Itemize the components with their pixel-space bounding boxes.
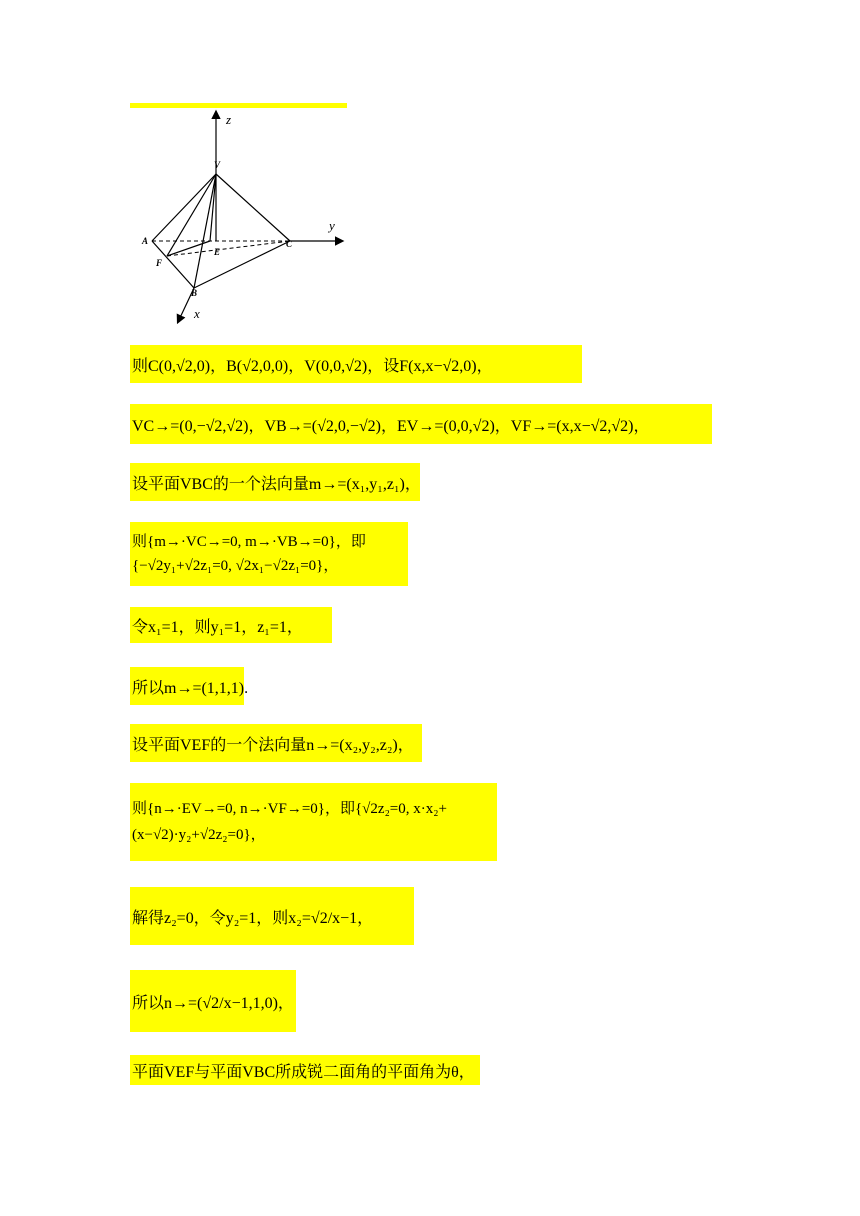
line-7-text: 设平面VEF的一个法向量n→=(x₂,y₂,z₂)，: [132, 736, 414, 754]
line-7: [130, 724, 422, 762]
axis-y-label: y: [329, 218, 335, 233]
axis-x-label: x: [194, 306, 200, 321]
line-6: [130, 667, 249, 705]
line-8: [130, 783, 497, 861]
pyramid-figure: [130, 108, 360, 328]
line-10-text: 所以n→=(√2/x−1,1,0)，: [132, 994, 294, 1012]
point-a-label: A: [142, 236, 149, 246]
line-11: [130, 1055, 480, 1085]
line-6-text: 所以m→=(1,1,1).: [132, 679, 249, 697]
point-v-label: V: [214, 160, 221, 170]
point-c-label: C: [286, 239, 293, 249]
line-9-text: 解得z₂=0，令y₂=1，则x₂=√2/x−1，: [132, 909, 374, 927]
line-8-text: 则{n→·EV→=0, n→·VF→=0}，即{√2z₂=0, x·x₂+(x−√2)·y₂+√2z₂=0}，: [132, 801, 447, 843]
point-e-label: E: [214, 247, 221, 257]
point-f-label: F: [156, 258, 163, 268]
line-4-text: 则{m→·VC→=0, m→·VB→=0}，即{−√2y₁+√2z₁=0, √2x₁−√2z₁=0}，: [132, 534, 366, 574]
line-4: [130, 522, 408, 586]
line-9: [130, 887, 414, 945]
line-11-text: 平面VEF与平面VBC所成锐二面角的平面角为θ，: [132, 1063, 475, 1081]
line-2-text: VC→=(0,−√2,√2)，VB→=(√2,0,−√2)，EV→=(0,0,√2)，VF→=(x,x−√2,√2)，: [132, 417, 650, 435]
line-3: [130, 463, 420, 501]
axis-z-label: z: [226, 112, 232, 127]
line-3-text: 设平面VBC的一个法向量m→=(x₁,y₁,z₁)，: [132, 475, 421, 493]
line-5-text: 令x₁=1，则y₁=1，z₁=1，: [132, 618, 303, 636]
line-1-text: 则C(0,√2,0)，B(√2,0,0)，V(0,0,√2)，设F(x,x−√2,0)，: [132, 357, 493, 375]
line-5: [130, 607, 332, 643]
line-2: [130, 404, 712, 444]
line-10: [130, 970, 296, 1032]
point-b-label: B: [191, 288, 198, 298]
line-1: [130, 345, 582, 383]
